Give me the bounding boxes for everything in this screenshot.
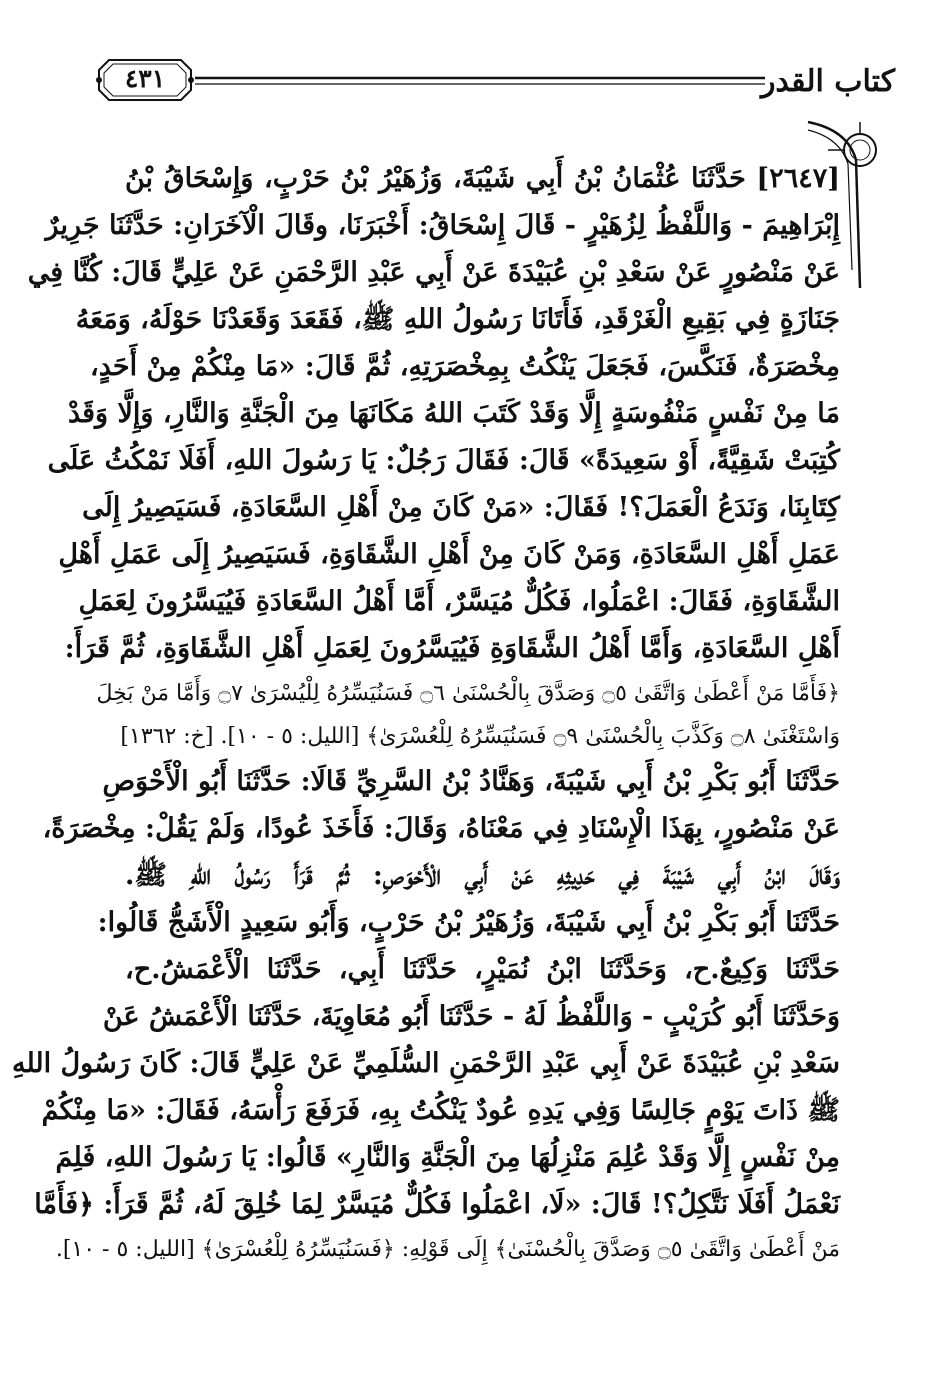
book-title: كتاب القدر bbox=[760, 64, 895, 99]
text-line: سَعْدِ بْنِ عُبَيْدَةَ عَنْ أَبِي عَبْدِ الرَّحْمَنِ السُّلَمِيِّ عَنْ عَلِيٍّ قَالَ: كَانَ رَسُولُ اللهِ bbox=[12, 1048, 840, 1079]
text-line: كُتِبَتْ شَقِيَّةً، أَوْ سَعِيدَةً» قَالَ: فَقَالَ رَجُلٌ: يَا رَسُولَ اللهِ، أَفَلَا نَمْكُثُ عَلَى bbox=[47, 445, 840, 476]
text-line: [٢٦٤٧] حَدَّثَنَا عُثْمَانُ بْنُ أَبِي شَيْبَةَ، وَزُهَيْرُ بْنُ حَرْبٍ، وَإِسْحَاقُ بْنُ bbox=[125, 163, 840, 194]
text-line: مَا مِنْ نَفْسٍ مَنْفُوسَةٍ إِلَّا وَقَدْ كَتَبَ اللهُ مَكَانَهَا مِنَ الْجَنَّةِ وَالنَّارِ، وَإِلَّا وَقَدْ bbox=[67, 398, 840, 429]
text-line: حَدَّثَنَا أَبُو بَكْرِ بْنُ أَبِي شَيْبَةَ، وَهَنَّادُ بْنُ السَّرِيِّ قَالَا: حَدَّثَنَا أَبُو الْأَحْوَصِ bbox=[102, 766, 840, 797]
text-line: عَمَلِ أَهْلِ السَّعَادَةِ، وَمَنْ كَانَ مِنْ أَهْلِ الشَّقَاوَةِ، فَسَيَصِيرُ إِلَى عَمَلِ أَهْلِ bbox=[58, 539, 840, 570]
quran-verse-line: مَنْ أَعْطَىٰ وَاتَّقَىٰ ۝٥ وَصَدَّقَ بِالْحُسْنَىٰ﴾ إِلَى قَوْلِهِ: ﴿فَسَنُيَسِّرُهُ لِلْعُسْرَىٰ﴾ [الليل: ٥ - ١٠]. bbox=[55, 1237, 840, 1262]
text-line: عَنْ مَنْصُورٍ، بِهَذَا الْإِسْنَادِ فِي مَعْنَاهُ، وَقَالَ: فَأَخَذَ عُودًا، وَلَمْ يَقُلْ: مِخْصَرَةً، bbox=[42, 813, 840, 844]
quran-verse-line: وَاسْتَغْنَىٰ ۝٨ وَكَذَّبَ بِالْحُسْنَىٰ ۝٩ فَسَنُيَسِّرُهُ لِلْعُسْرَىٰ﴾ [الليل: ٥ - ١٠]. [خ: ١٣٦٢] bbox=[120, 724, 840, 749]
page-header bbox=[95, 50, 895, 110]
quran-verse-line: ﴿فَأَمَّا مَنْ أَعْطَىٰ وَاتَّقَىٰ ۝٥ وَصَدَّقَ بِالْحُسْنَىٰ ۝٦ فَسَنُيَسِّرُهُ لِلْيُسْرَىٰ ۝٧ وَأَمَّا مَنْ بَخِلَ bbox=[96, 681, 840, 706]
page-number-badge bbox=[95, 56, 195, 104]
text-line: أَهْلِ السَّعَادَةِ، وَأَمَّا أَهْلُ الشَّقَاوَةِ فَيُيَسَّرُونَ لِعَمَلِ أَهْلِ الشَّقَاوَةِ، ثُمَّ قَرَأَ: bbox=[64, 633, 840, 664]
text-line: حَدَّثَنَا أَبُو بَكْرِ بْنُ أَبِي شَيْبَةَ، وَزُهَيْرُ بْنُ حَرْبٍ، وَأَبُو سَعِيدٍ الْأَشَجُّ قَالُوا: bbox=[97, 907, 840, 938]
page-number: ٤٣١ bbox=[124, 64, 166, 93]
text-line: مِنْ نَفْسٍ إِلَّا وَقَدْ عُلِمَ مَنْزِلُهَا مِنَ الْجَنَّةِ وَالنَّارِ» قَالُوا: يَا رَسُولَ اللهِ، فَلِمَ bbox=[55, 1142, 840, 1173]
text-line: الشَّقَاوَةِ، فَقَالَ: اعْمَلُوا، فَكُلٌّ مُيَسَّرٌ، أَمَّا أَهْلُ السَّعَادَةِ فَيُيَسَّرُونَ لِعَمَلِ bbox=[78, 586, 840, 617]
text-line: وَحَدَّثَنَا أَبُو كُرَيْبٍ - وَاللَّفْظُ لَهُ - حَدَّثَنَا أَبُو مُعَاوِيَةَ، حَدَّثَنَا الْأَعْمَشُ عَنْ bbox=[102, 1001, 840, 1032]
hadith-text bbox=[12, 155, 840, 1271]
text-line: إِبْرَاهِيمَ - وَاللَّفْظُ لِزُهَيْرٍ - قَالَ إِسْحَاقُ: أَخْبَرَنَا، وقَالَ الْآخَرَانِ: حَدَّثَنَا جَرِيرٌ bbox=[45, 210, 840, 241]
header-rule bbox=[195, 72, 765, 92]
text-line: مِخْصَرَةٌ، فَنَكَّسَ، فَجَعَلَ يَنْكُتُ بِمِخْصَرَتِهِ، ثُمَّ قَالَ: «مَا مِنْكُمْ مِنْ أَحَدٍ، bbox=[90, 351, 840, 382]
text-line: وَقَالَ ابْنُ أَبِي شَيْبَةَ فِي حَدِيثِهِ عَنْ أَبِي الْأَحْوَصِ: ثُمَّ قَرَأَ رَسُولُ اللهِ ﷺ. bbox=[125, 860, 840, 891]
text-line: كِتَابِنَا، وَنَدَعُ الْعَمَلَ؟! فَقَالَ: «مَنْ كَانَ مِنْ أَهْلِ السَّعَادَةِ، فَسَيَصِيرُ إِلَى bbox=[82, 492, 840, 523]
text-line: ﷺ ذَاتَ يَوْمٍ جَالِسًا وَفِي يَدِهِ عُودٌ يَنْكُتُ بِهِ، فَرَفَعَ رَأْسَهُ، فَقَالَ: «مَا مِنْكُمْ bbox=[41, 1095, 840, 1126]
text-line: جَنَازَةٍ فِي بَقِيعِ الْغَرْقَدِ، فَأَتَانَا رَسُولُ اللهِ ﷺ، فَقَعَدَ وَقَعَدْنَا حَوْلَهُ، وَمَعَهُ bbox=[75, 304, 840, 335]
text-line: عَنْ مَنْصُورٍ عَنْ سَعْدِ بْنِ عُبَيْدَةَ عَنْ أَبِي عَبْدِ الرَّحْمَنِ عَنْ عَلِيٍّ قَالَ: كُنَّا فِي bbox=[27, 257, 840, 288]
text-line: حَدَّثَنَا وَكِيعٌ.ح، وَحَدَّثَنَا ابْنُ نُمَيْرٍ، حَدَّثَنَا أَبِي، حَدَّثَنَا الْأَعْمَشُ.ح، bbox=[125, 954, 840, 985]
text-line: نَعْمَلُ أَفَلَا نَتَّكِلُ؟! قَالَ: «لَا، اعْمَلُوا فَكُلٌّ مُيَسَّرٌ لِمَا خُلِقَ لَهُ، ثُمَّ قَرَأَ: ﴿فَأَمَّا bbox=[34, 1189, 840, 1220]
